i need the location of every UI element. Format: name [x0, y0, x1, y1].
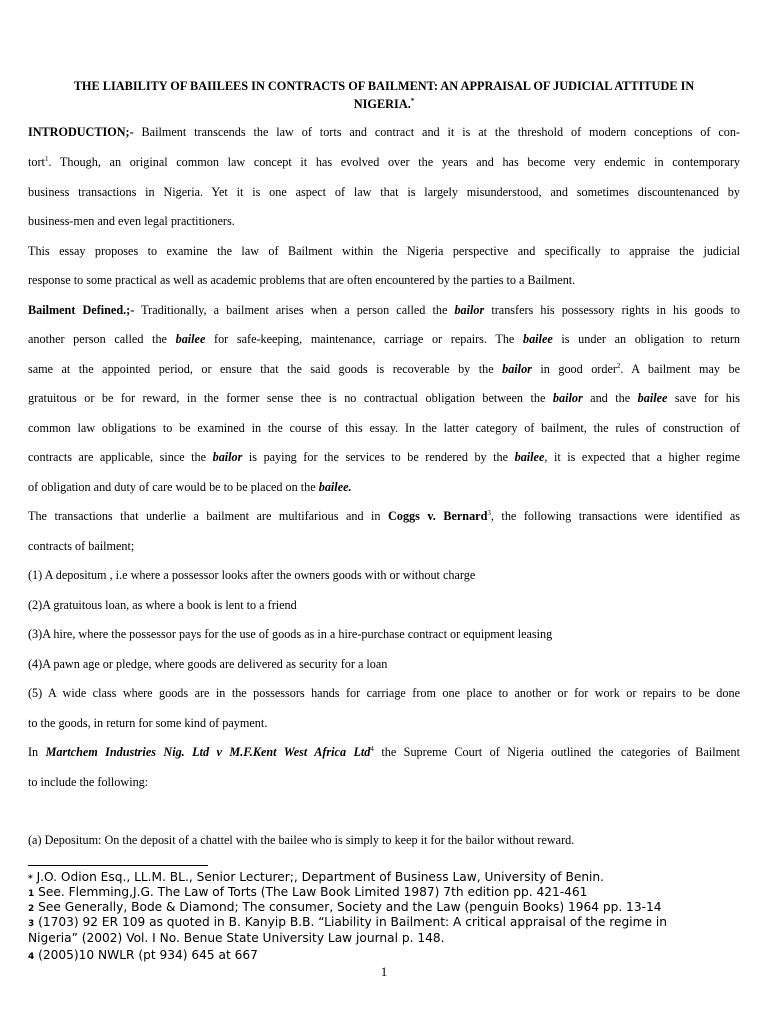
- list-item: (5) A wide class where goods are in the possessors hands for carriage from one place to another or for work or repairs to be done: [28, 686, 740, 700]
- essay-line-1: This essay proposes to examine the law of Bailment within the Nigeria perspective and specifically to appraise the judicial: [28, 244, 740, 258]
- defined-line-6: contracts are applicable, since the bailor is paying for the services to be rendered by the bailee, it is expected that a higher regime: [28, 450, 741, 464]
- martchem-line-2: to include the following:: [28, 775, 149, 789]
- defined-line-3: same at the appointed period, or ensure that the said goods is recoverable by the bailor in good order$^2$. A bailment may be: [28, 361, 740, 376]
- list-item: (3)A hire, where the possessor pays for the use of goods as in a hire-purchase contract or equipment leasing: [28, 627, 553, 641]
- defined-heading: Bailment Defined.;-: [28, 303, 135, 317]
- transactions-line-2: contracts of bailment;: [28, 539, 135, 553]
- transactions-line-1: The transactions that underlie a bailment are multifarious and in Coggs v. Bernard$^3$, the following transactions were identified as: [28, 508, 741, 523]
- case-name: Martchem Industries Nig. Ltd v M.F.Kent West Africa Ltd: [45, 745, 371, 759]
- intro-line-4: business-men and even legal practitioners.: [28, 214, 235, 228]
- title-line-2: NIGERIA.*: [353, 96, 415, 111]
- essay-line-2: response to some practical as well as academic problems that are often encountered by the parties to a Bailment.: [28, 273, 576, 287]
- footnote: * J.O. Odion Esq., LL.M. BL., Senior Lecturer;, Department of Business Law, University of Benin.: [28, 870, 605, 884]
- footnote-ref: 3: [487, 508, 491, 517]
- list-item: (1) A depositum , i.e where a possessor looks after the owners goods with or without charge: [28, 568, 476, 582]
- list-item: (2)A gratuitous loan, as where a book is lent to a friend: [28, 598, 297, 612]
- intro-line-3: business transactions in Nigeria. Yet it is one aspect of law that is largely misunderstood, and sometimes discountenanced by: [28, 185, 740, 199]
- list-item-continued: to the goods, in return for some kind of payment.: [28, 716, 268, 730]
- intro-line-1: INTRODUCTION;- Bailment transcends the law of torts and contract and it is at the threshold of modern conceptions of con-: [28, 125, 740, 139]
- defined-line-5: common law obligations to be examined in the course of this essay. In the latter category of bailment, the rules of construction of: [28, 421, 740, 435]
- depositum-paragraph: (a) Depositum: On the deposit of a chattel with the bailee who is simply to keep it for the bailor without reward.: [28, 833, 575, 847]
- defined-line-4: gratuitous or be for reward, in the former sense thee is no contractual obligation between the bailor and the bailee save for his: [28, 391, 740, 405]
- footnote-continued: Nigeria” (2002) Vol. I No. Benue State University Law journal p. 148.: [28, 931, 445, 945]
- footnote-ref: 2: [616, 361, 621, 370]
- martchem-line-1: In Martchem Industries Nig. Ltd v M.F.Kent West Africa Ltd$^4$ the Supreme Court of Nigeria outlined the categories of Bailment: [28, 744, 740, 759]
- footnote: 3 (1703) 92 ER 109 as quoted in B. Kanyip B.B. “Liability in Bailment: A critical appraisal of the regime in: [28, 915, 667, 929]
- document-title: [30, 79, 738, 111]
- footnote-ref: 4: [370, 744, 374, 753]
- intro-line-2: tort$^1$. Though, an original common law concept it has evolved over the years and has become very endemic in contemporary: [28, 154, 740, 169]
- defined-line-7: of obligation and duty of care would be to be placed on the bailee.: [28, 480, 352, 494]
- case-name: Coggs v. Bernard: [388, 509, 488, 523]
- page-number: 1: [380, 964, 388, 979]
- defined-line-2: another person called the bailee for safe-keeping, maintenance, carriage or repairs. The bailee is under an obligation to return: [28, 332, 740, 346]
- title-line-1: THE LIABILITY OF BAIILEES IN CONTRACTS OF BAILMENT: AN APPRAISAL OF JUDICIAL ATTITUDE IN: [73, 79, 695, 93]
- footnote: 4 (2005)10 NWLR (pt 934) 645 at 667: [28, 948, 258, 962]
- footnote: 2 See Generally, Bode & Diamond; The consumer, Society and the Law (penguin Books) 1964 pp. 13-14: [28, 900, 662, 914]
- footnote: 1 See. Flemming,J.G. The Law of Torts (The Law Book Limited 1987) 7th edition pp. 421-461: [28, 885, 588, 899]
- footnote-separator: [28, 865, 208, 866]
- title-footnote-mark: *: [410, 96, 415, 105]
- list-item: (4)A pawn age or pledge, where goods are delivered as security for a loan: [28, 657, 388, 671]
- intro-heading: INTRODUCTION;-: [28, 125, 134, 139]
- footnote-ref: 1: [44, 154, 49, 163]
- defined-line-1: Bailment Defined.;- Traditionally, a bailment arises when a person called the bailor transfers his possessory rights in his goods to: [28, 303, 740, 317]
